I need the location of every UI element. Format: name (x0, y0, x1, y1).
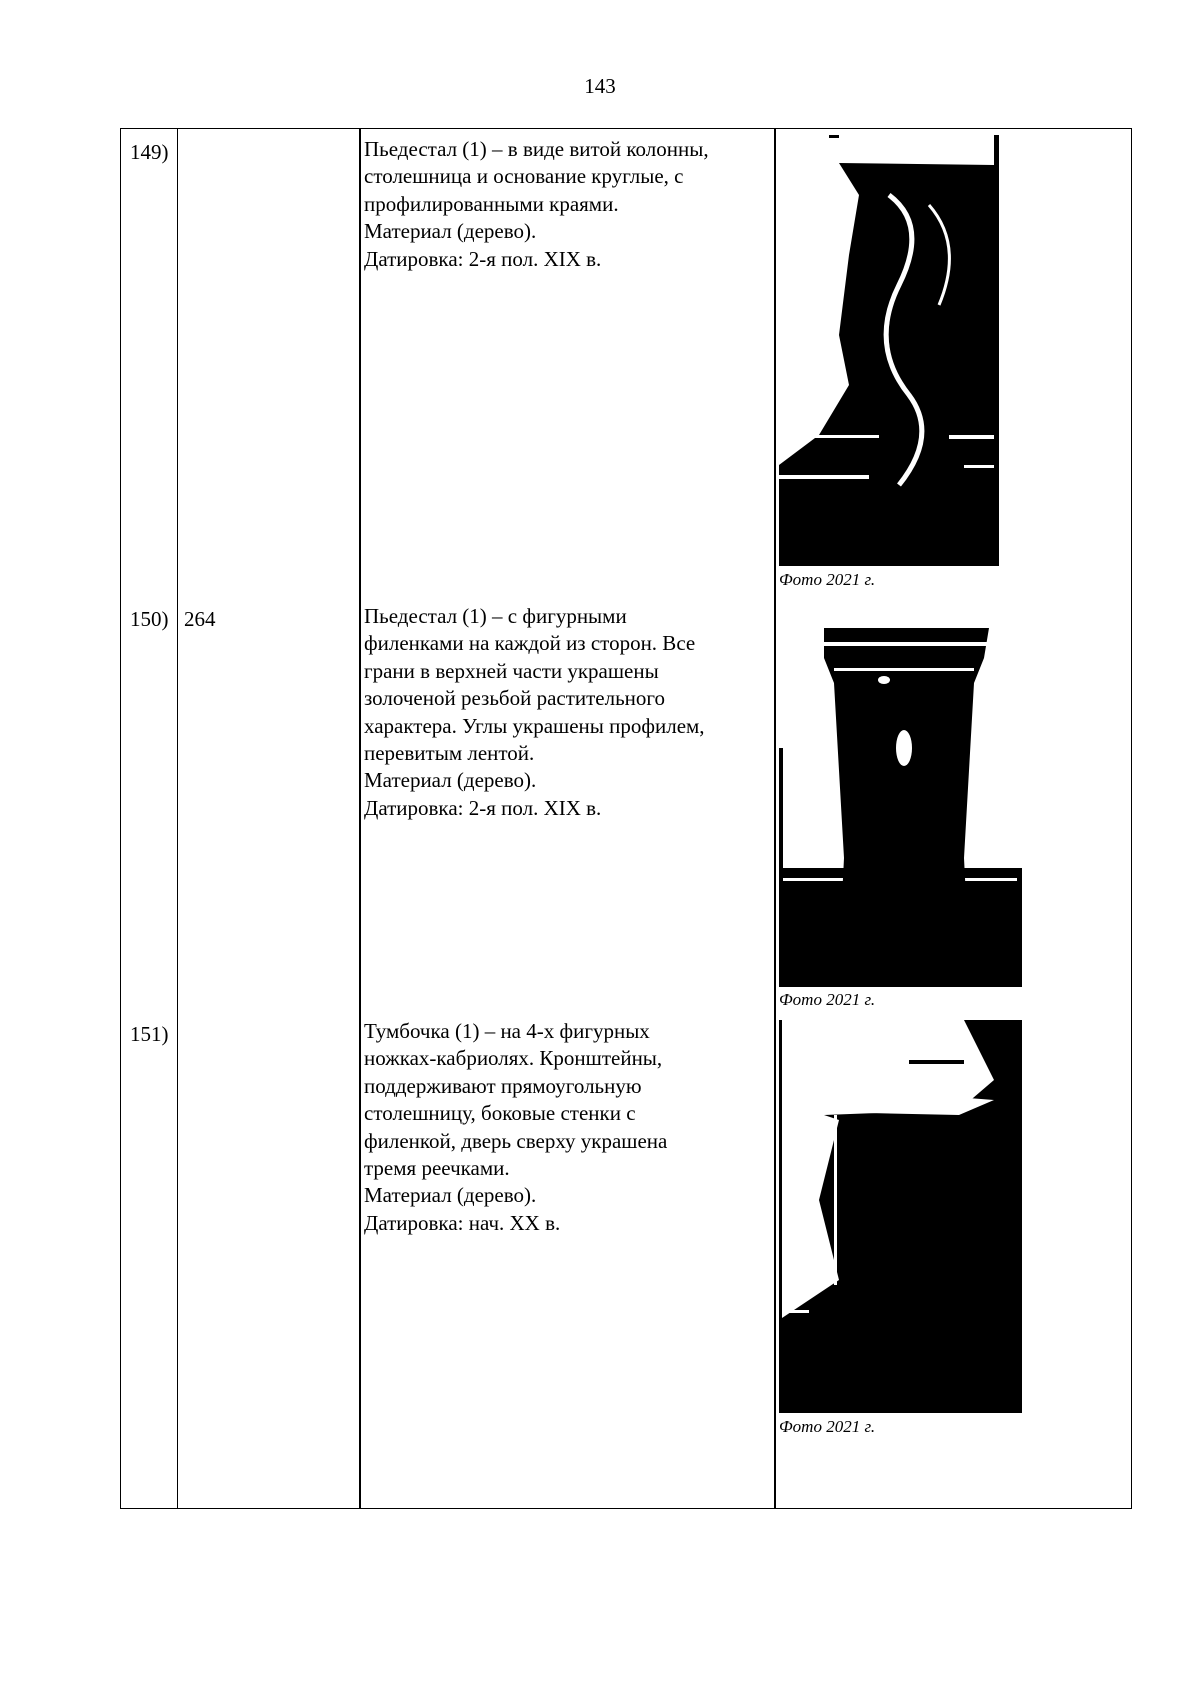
description-line: перевитым лентой. (364, 741, 535, 766)
entry-description (364, 603, 764, 822)
description-line: столешницу, боковые стенки с (364, 1101, 636, 1126)
pedestal-photo (779, 135, 999, 566)
photo-caption: Фото 2021 г. (779, 990, 876, 1009)
column-divider (359, 129, 361, 1508)
description-line: Датировка: 2-я пол. XIX в. (364, 795, 602, 820)
description-line: Материал (дерево). (364, 219, 537, 244)
column-divider (774, 129, 776, 1508)
entry-number: 149) (130, 140, 169, 164)
description-line: филенками на каждой из сторон. Все (364, 631, 696, 656)
description-line: Пьедестал (1) – в виде витой колонны, (364, 137, 709, 161)
entry-description (364, 1018, 764, 1237)
entry-number: 150) (130, 607, 169, 631)
entry-number: 151) (130, 1022, 169, 1046)
entry-inventory: 264 (184, 607, 216, 631)
description-line: тремя реечками. (364, 1156, 510, 1181)
description-line: золоченой резьбой растительного (364, 686, 666, 711)
description-line: Материал (дерево). (364, 1183, 537, 1208)
photo-caption: Фото 2021 г. (779, 1417, 876, 1436)
description-line: Датировка: 2-я пол. XIX в. (364, 246, 602, 271)
description-line: характера. Углы украшены профилем, (364, 713, 705, 738)
description-line: профилированными краями. (364, 191, 619, 216)
column-divider (177, 129, 178, 1508)
description-line: Материал (дерево). (364, 768, 537, 793)
description-line: филенкой, дверь сверху украшена (364, 1128, 668, 1153)
description-line: Тумбочка (1) – на 4-х фигурных (364, 1019, 650, 1043)
description-line: поддерживают прямоугольную (364, 1073, 642, 1098)
description-line: грани в верхней части украшены (364, 658, 659, 683)
entry-description (364, 136, 764, 273)
photo-caption: Фото 2021 г. (779, 570, 876, 589)
description-line: Датировка: нач. XX в. (364, 1210, 561, 1235)
description-line: столешница и основание круглые, с (364, 164, 684, 189)
nightstand-photo (779, 1020, 1022, 1413)
description-line: Пьедестал (1) – с фигурными (364, 604, 627, 628)
page-number: 143 (584, 74, 616, 98)
pedestal-photo (779, 628, 1022, 987)
description-line: ножках-кабриолях. Кронштейны, (364, 1046, 663, 1071)
